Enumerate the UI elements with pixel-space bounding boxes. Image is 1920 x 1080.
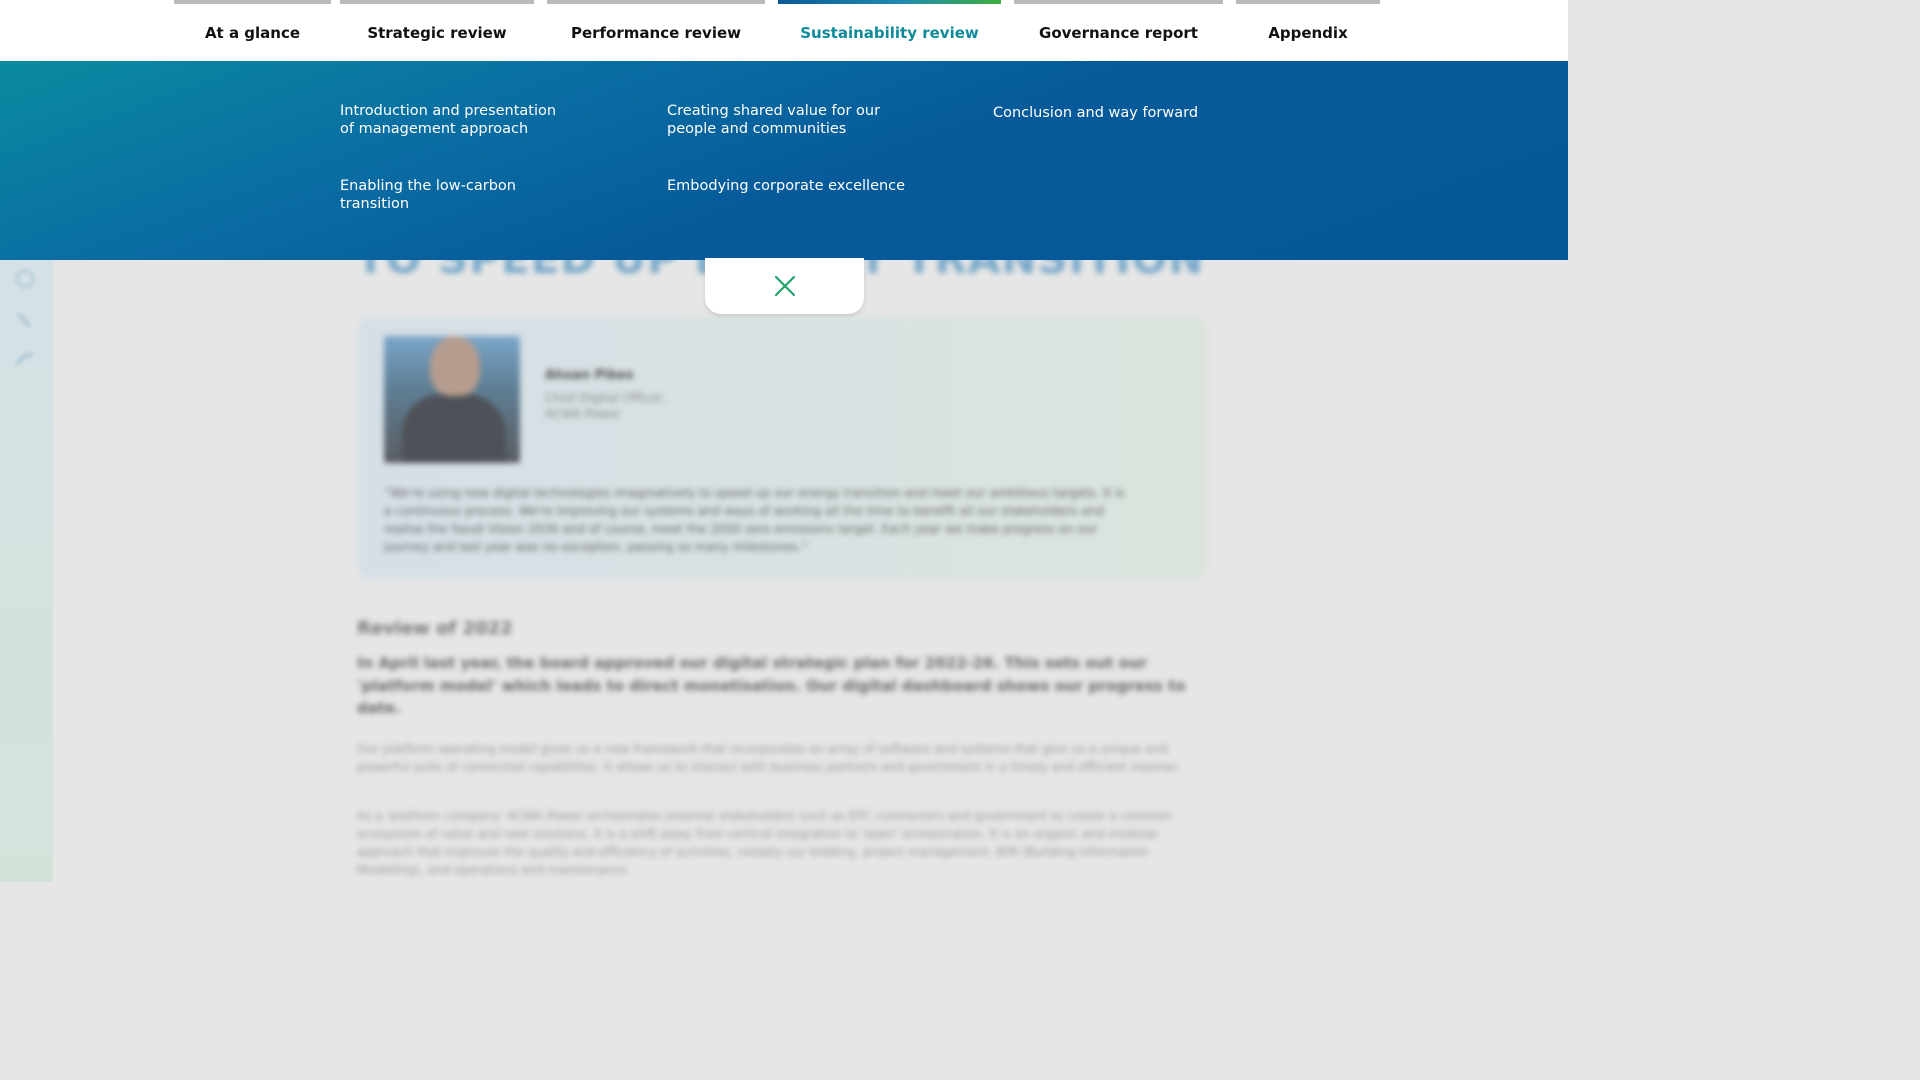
menu-item-label: Conclusion and way forward	[993, 105, 1199, 121]
tab-label: Governance report	[1039, 23, 1198, 42]
profile-quote: “We're using new digital technologies imaginatively to speed up our energy transition and meet our ambitious targets. It is a continuous process. We're improving our systems and ways of working all the time to benefit all our stakeholders and realise the Saudi Vision 2030 and of course, meet the 2050 zero emissions target. Each year we make progress on our journey and last year was no exception, passing so many milestones.”	[384, 486, 1125, 554]
tab-label: Appendix	[1268, 23, 1348, 42]
tab-indicator	[547, 0, 765, 4]
menu-item-label: people and communities	[667, 121, 847, 137]
profile-role	[545, 390, 666, 422]
menu-item-low-carbon[interactable]	[340, 177, 516, 213]
menu-item-introduction[interactable]	[340, 102, 556, 138]
profile-name: Ahsan Pikes	[545, 368, 634, 383]
tab-at-a-glance[interactable]	[174, 0, 331, 61]
menu-item-shared-value[interactable]	[667, 102, 880, 138]
menu-item-corporate-excellence[interactable]	[667, 177, 905, 195]
tab-indicator	[174, 0, 331, 4]
tab-indicator	[340, 0, 534, 4]
tab-appendix[interactable]	[1236, 0, 1380, 61]
side-toolbar	[0, 260, 53, 882]
tab-strategic-review[interactable]	[340, 0, 534, 61]
body-paragraph: As a 'platform company' ACWA Power orchestrates external stakeholders such as EPC contractors and government to create a common ecosystem of value and new solutions. It is a shift away from vertical integration to 'open' orchestration. It is an organic and modular approach that improves the quality and efficiency of activities, notably our bidding, project management, BIM (Building Information Modelling), and operations and maintenance.	[357, 809, 1173, 877]
menu-item-label: Embodying corporate excellence	[667, 178, 906, 194]
section-menu-panel	[0, 61, 1568, 260]
profile-photo	[384, 336, 520, 463]
menu-item-label: transition	[340, 196, 410, 212]
menu-item-label: Creating shared value for our	[667, 103, 881, 119]
close-menu-button[interactable]	[705, 258, 864, 314]
tab-performance-review[interactable]	[547, 0, 765, 61]
top-navigation	[0, 0, 1568, 61]
review-heading: Review of 2022	[357, 618, 513, 639]
tab-label: Strategic review	[367, 23, 507, 42]
tab-label: Sustainability review	[800, 23, 979, 42]
print-icon[interactable]	[14, 268, 36, 290]
tab-indicator-active	[778, 0, 1001, 4]
menu-item-label: of management approach	[340, 121, 529, 137]
tab-sustainability-review[interactable]	[778, 0, 1001, 61]
tab-indicator	[1236, 0, 1380, 4]
menu-item-conclusion[interactable]	[993, 104, 1198, 122]
profile-role-line2: ACWA Power	[545, 407, 621, 421]
tab-label: At a glance	[204, 23, 301, 42]
menu-item-label: Introduction and presentation	[340, 103, 557, 119]
review-lead: In April last year, the board approved our digital strategic plan for 2022-26. This sets out our 'platform model' which leads to direct monetisation. Our digital dashboard shows our progress to date.	[357, 654, 1186, 717]
share-icon[interactable]	[14, 348, 36, 370]
menu-item-label: Enabling the low-carbon	[340, 178, 516, 194]
tab-label: Performance review	[570, 23, 742, 42]
close-icon	[774, 275, 796, 297]
attachment-icon[interactable]	[14, 308, 36, 330]
body-paragraph: Our platform operating model gives us a new framework that incorporates an array of software and systems that give us a unique and powerful suite of connected capabilities. It allows us to interact with business partners and government in a timely and efficient manner.	[357, 742, 1181, 774]
profile-role-line1: Chief Digital Officer,	[545, 391, 667, 405]
tab-governance-report[interactable]	[1014, 0, 1223, 61]
tab-indicator	[1014, 0, 1223, 4]
